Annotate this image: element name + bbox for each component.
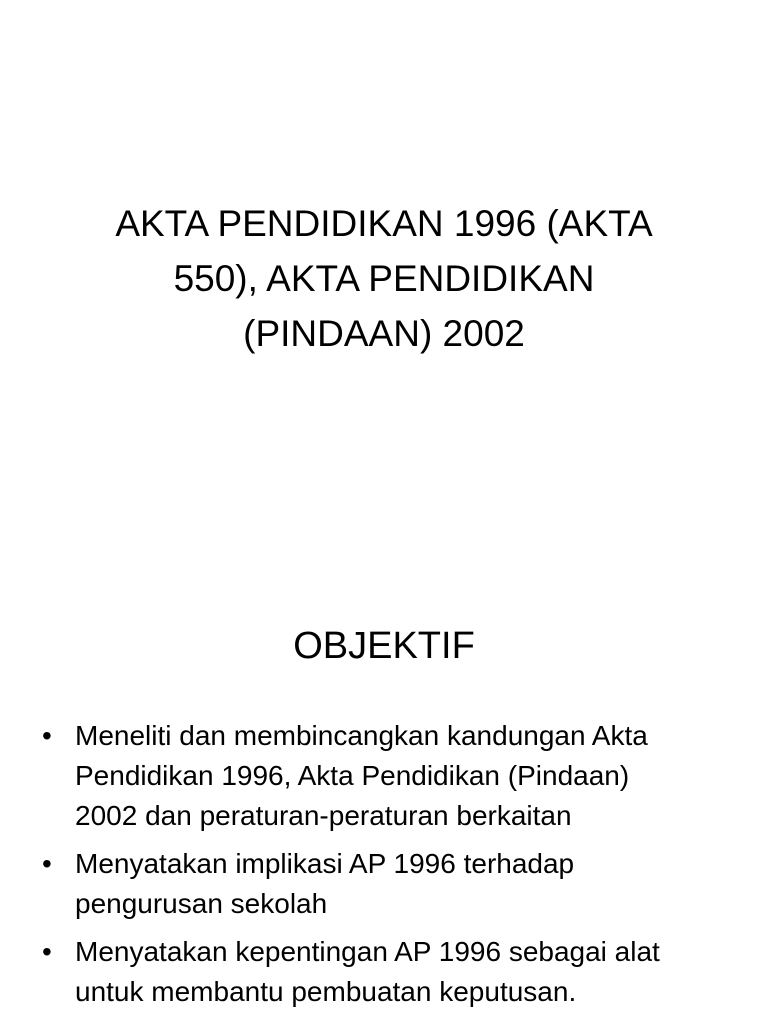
list-item-line: Meneliti dan membincangkan kandungan Akta: [75, 720, 648, 751]
list-item-line: 2002 dan peraturan-peraturan berkaitan: [75, 800, 572, 831]
slide-title-line: 550), AKTA PENDIDIKAN: [173, 258, 595, 299]
objectives-heading: OBJEKTIF: [293, 625, 475, 667]
list-item-line: untuk membantu pembuatan keputusan.: [75, 976, 577, 1007]
bullet-icon: •: [42, 936, 52, 967]
list-item: [42, 844, 732, 924]
bullet-icon: •: [42, 848, 52, 879]
list-item-line: Menyatakan implikasi AP 1996 terhadap: [75, 848, 575, 879]
list-item: [42, 716, 732, 836]
slide-title-line: AKTA PENDIDIKAN 1996 (AKTA: [115, 203, 653, 244]
list-item-line: Menyatakan kepentingan AP 1996 sebagai alat: [75, 936, 660, 967]
list-item-line: Pendidikan 1996, Akta Pendidikan (Pindaan): [75, 760, 630, 791]
slide-title-line: (PINDAAN) 2002: [243, 313, 525, 354]
slide-title: [60, 196, 708, 361]
objectives-slide: [0, 576, 768, 1024]
bullet-icon: •: [42, 720, 52, 751]
list-item: [42, 932, 732, 1012]
objectives-list: [42, 716, 732, 1020]
list-item-line: pengurusan sekolah: [75, 888, 328, 919]
